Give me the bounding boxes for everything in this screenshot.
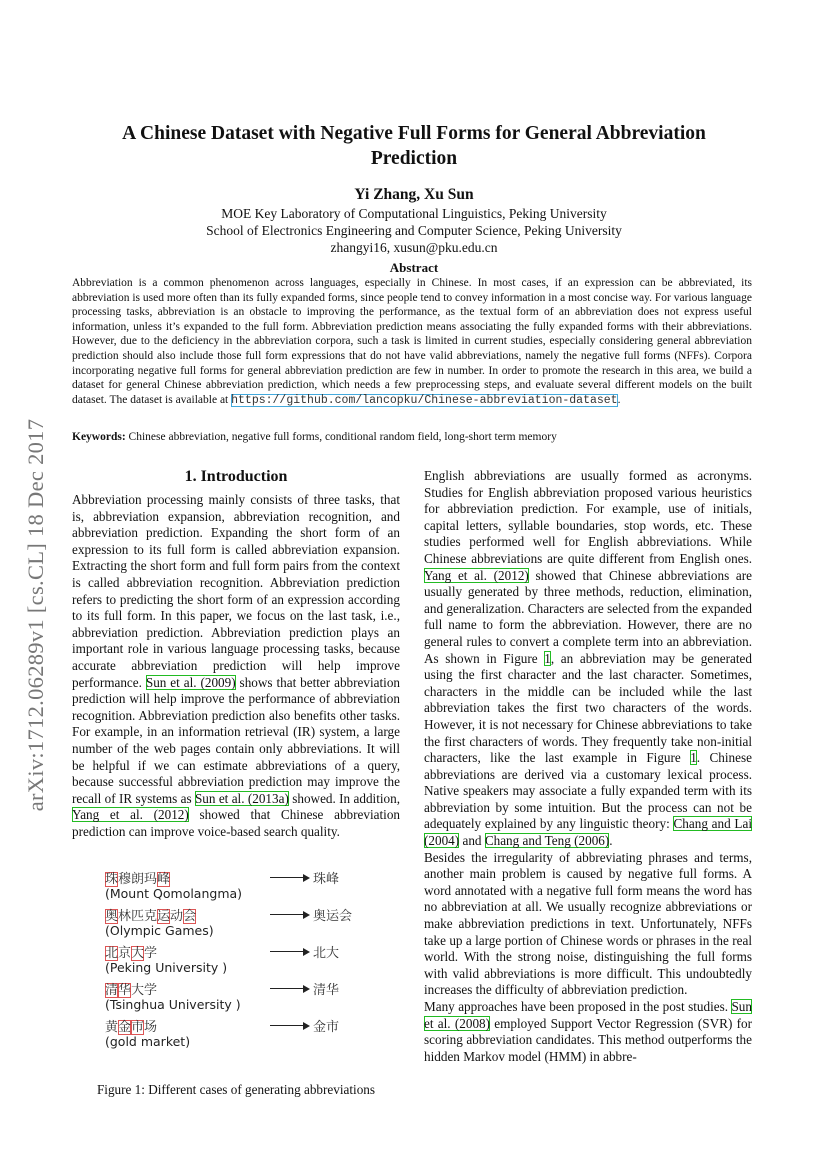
figure-row (105, 942, 365, 978)
full-form: 北京大学 (105, 946, 158, 961)
full-form-english: (gold market) (105, 1034, 191, 1049)
arrow-right-icon (270, 1025, 308, 1026)
affiliation (80, 205, 748, 256)
full-form-english: (Tsinghua University ) (105, 997, 241, 1012)
figure-row (105, 905, 365, 941)
citation-sun-2013a[interactable]: Sun et al. (2013a) (194, 790, 289, 806)
affiliation-line-1: MOE Key Laboratory of Computational Linguistics, Peking University (221, 206, 607, 221)
dataset-link[interactable]: https://github.com/lancopku/Chinese-abbreviation-dataset (231, 393, 618, 407)
paper-title: A Chinese Dataset with Negative Full Forms for General Abbreviation Prediction (122, 123, 706, 169)
arrow-right-icon (270, 951, 308, 952)
full-form-english: (Peking University ) (105, 960, 228, 975)
abbreviation: 北大 (313, 946, 340, 961)
citation-yang-2012[interactable]: Yang et al. (2012) (424, 567, 529, 583)
abstract-text: Abbreviation is a common phenomenon across languages, especially in Chinese. In most cases, if an expression can be abbreviated, its abbreviation is used more often than its fully expanded forms, since people tend to convey information in a most concise way. For various language processing tasks, abbreviation is an obstacle to improving the performance, as the textual form of an abbreviation does not express useful information, unless it’s expanded to the full form. Abbreviation prediction means associating the fully expanded forms with their abbreviations. However, due to the deficiency in the abbreviation corpora, such a task is limited in current studies, especially considering general abbreviation prediction should also include those full form expressions that do not have valid abbreviations, namely the negative full forms (NFFs). Corpora incorporating negative full forms for general abbreviation prediction are few in number. In order to promote the research in this area, we build a dataset for general Chinese abbreviation prediction, which needs a few preprocessing steps, and evaluate several different models on the built dataset. The dataset is available at https://github.com/lancopku/Chinese-abbreviation-dataset. (72, 277, 752, 407)
citation-chang-lai-2004[interactable]: Chang and Lai (2004) (424, 816, 753, 849)
intro-paragraph-1: Abbreviation processing mainly consists of three tasks, that is, abbreviation expansion, abbreviation recognition, and abbreviation prediction. Expanding the short form of an expression to its full form is called abbreviation expansion. Extracting the short form and full form pairs from the context is called abbreviation recognition. Abbreviation prediction refers to predicting the short form of an expression according to its full form. In this paper, we focus on the last task, i.e., abbreviation prediction. Abbreviation prediction plays an important role in various language processing tasks, because accurate abbreviation prediction will help improve performance. Sun et al. (2009) shows that better abbreviation prediction will help improve the performance of abbreviation recognition. Abbreviation prediction also benefits other tasks. For example, in an information retrieval (IR) system, a large number of the web pages contain only abbreviations. It will be helpful if we can estimate abbreviations of a query, because successful abbreviation prediction may improve the recall of IR systems as Sun et al. (2013a) showed. In addition, Yang et al. (2012) showed that Chinese abbreviation prediction can improve voice-based search quality. (72, 492, 401, 839)
citation-sun-2008[interactable]: Sun et al. (2008) (424, 999, 752, 1031)
abbreviation: 清华 (313, 983, 340, 998)
full-form: 珠穆朗玛峰 (105, 872, 171, 887)
arrow-right-icon (270, 988, 308, 989)
full-form-english: (Mount Qomolangma) (105, 886, 243, 901)
full-form: 奥林匹克运动会 (105, 909, 197, 924)
abbreviation: 奥运会 (313, 909, 353, 924)
keywords-label: Keywords: (72, 431, 126, 443)
figure-row (105, 868, 365, 904)
right-column (424, 468, 752, 1065)
arxiv-stamp: arXiv:1712.06289v1 [cs.CL] 18 Dec 2017 (23, 418, 48, 812)
keywords-text: Chinese abbreviation, negative full forms, conditional random field, long-short term memory (125, 431, 557, 443)
keywords (72, 431, 752, 443)
citation-chang-teng-2006[interactable]: Chang and Teng (2006) (484, 833, 610, 849)
paper-authors: Yi Zhang, Xu Sun (354, 186, 474, 203)
abbreviation: 珠峰 (313, 872, 340, 887)
abstract-heading: Abstract (389, 260, 439, 275)
affiliation-line-2: School of Electronics Engineering and Computer Science, Peking University (206, 223, 622, 238)
figure-ref[interactable]: 1 (544, 650, 551, 666)
citation-sun-2009[interactable]: Sun et al. (2009) (145, 674, 236, 690)
full-form: 清华大学 (105, 983, 158, 998)
citation-yang-2012[interactable]: Yang et al. (2012) (72, 807, 189, 823)
left-column (72, 468, 400, 840)
figure-row (105, 979, 365, 1015)
intro-paragraph-4: Many approaches have been proposed in the post studies. Sun et al. (2008) employed Support Vector Regression (SVR) for scoring abbreviation candidates. This method outperforms the hidden Markov model (HMM) in abbre- (424, 999, 752, 1064)
figure-1 (105, 868, 365, 1053)
arrow-right-icon (270, 877, 308, 878)
arrow-right-icon (270, 914, 308, 915)
full-form-english: (Olympic Games) (105, 923, 214, 938)
author-email: zhangyi16, xusun@pku.edu.cn (330, 240, 498, 255)
intro-paragraph-2: English abbreviations are usually formed as acronyms. Studies for English abbreviation proposed various heuristics for abbreviation prediction. For example, use of initials, capital letters, syllable boundaries, stop words, etc. These studies performed well for English abbreviations. While Chinese abbreviations are quite different from English ones. Yang et al. (2012) showed that Chinese abbreviations are usually generated by three methods, reduction, elimination, and generalization. Characters are selected from the expanded full name to form the abbreviation. However, there are no general rules to convert a complete term into an abbreviation. As shown in Figure 1, an abbreviation may be generated using the first character and the last character. Sometimes, characters in the middle can be included while the last abbreviation takes the first two characters of the words. However, it is not necessary for Chinese abbreviations to take the first characters of words. They frequently take non-initial characters, like the last example in Figure 1. Chinese abbreviations are derived via a customary lexical process. Native speakers may associate a fully expanded term with its abbreviation by some intuition. But the process can not be adequately explained by any linguistic theory: Chang and Lai (2004) and Chang and Teng (2006). (424, 468, 753, 849)
figure-caption: Figure 1: Different cases of generating abbreviations (96, 1082, 376, 1097)
full-form: 黄金市场 (105, 1020, 158, 1035)
figure-row (105, 1016, 365, 1052)
figure-ref[interactable]: 1 (690, 750, 697, 766)
section-heading-introduction: 1. Introduction (184, 468, 288, 485)
intro-paragraph-3: Besides the irregularity of abbreviating phrases and terms, another main problem is caused by negative full forms. A word annotated with a negative full form means the word has no abbreviation at all. We usually recognize abbreviations or make abbreviation predictions in text. Unfortunately, NFFs take up a large portion of Chinese words or phrases in the real world. With the strong noise, distinguishing the full forms with valid abbreviations is more difficult. This undoubtedly increases the difficulty of abbreviation prediction. (424, 849, 752, 998)
abbreviation: 金市 (313, 1020, 340, 1035)
